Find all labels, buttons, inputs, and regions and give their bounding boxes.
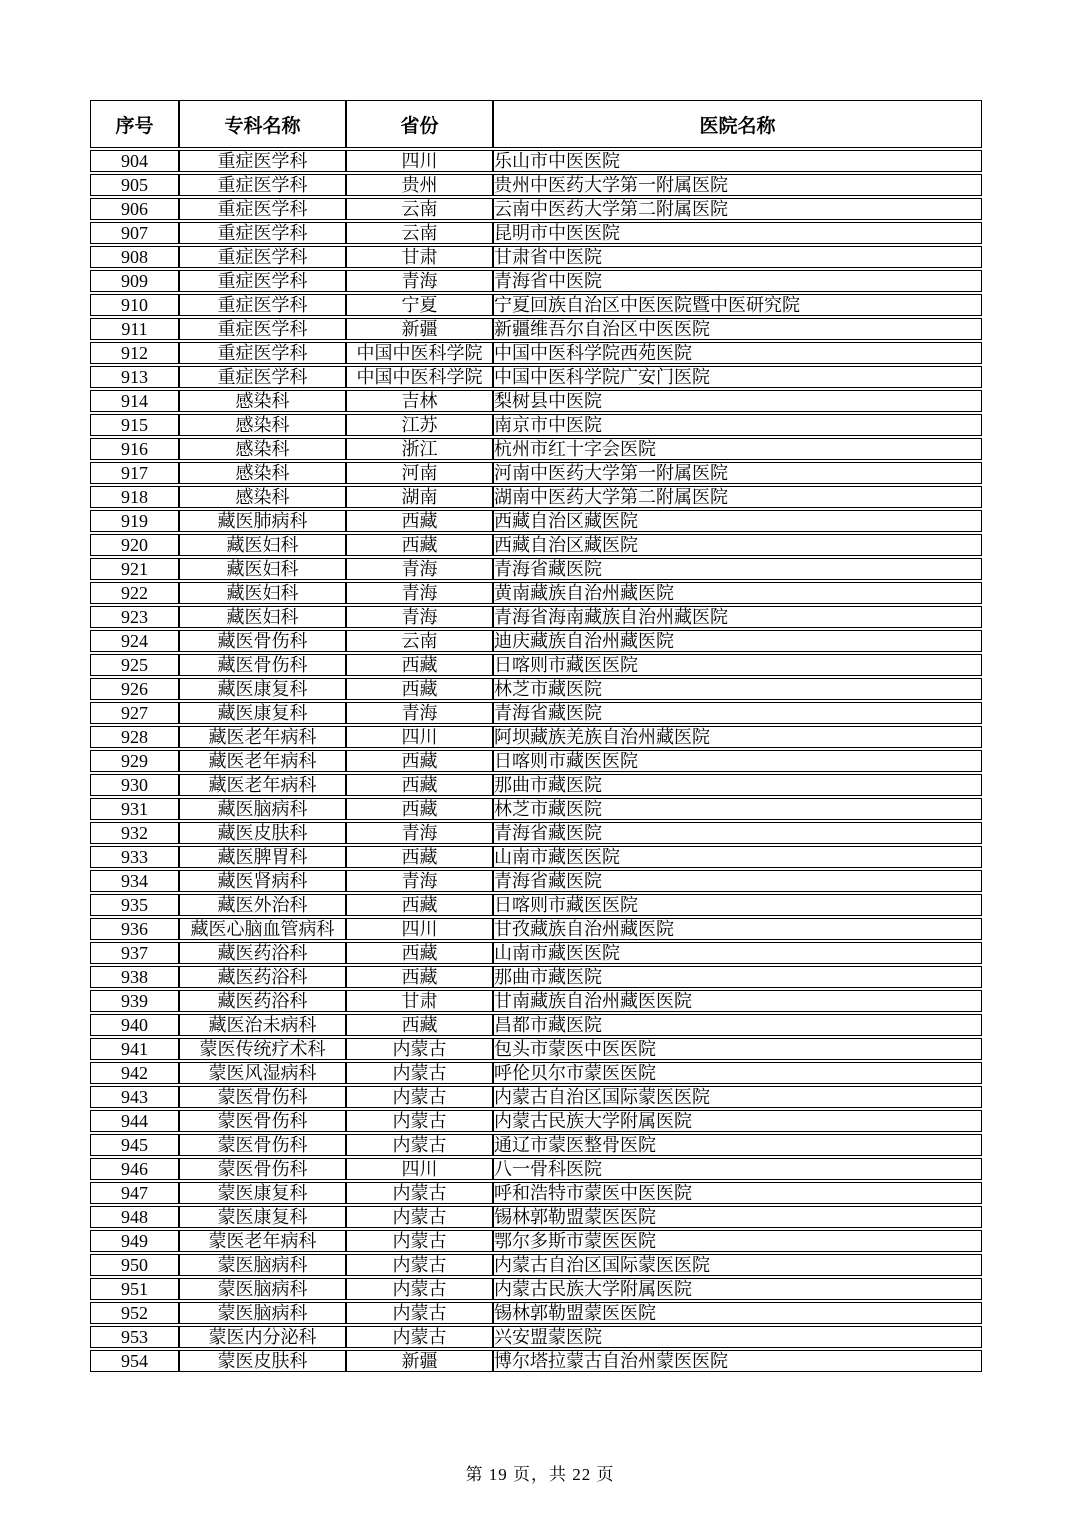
table-row (90, 1182, 982, 1204)
province-cell: 甘肃 (346, 246, 493, 268)
specialty-name-cell: 藏医脑病科 (179, 798, 346, 820)
specialty-name-cell: 藏医老年病科 (179, 750, 346, 772)
hospital-name-cell: 锡林郭勒盟蒙医医院 (493, 1302, 982, 1324)
hospital-name-cell: 中国中医科学院广安门医院 (493, 366, 982, 388)
serial-number-cell: 939 (90, 990, 179, 1012)
hospital-name-cell: 宁夏回族自治区中医医院暨中医研究院 (493, 294, 982, 316)
province-cell: 西藏 (346, 678, 493, 700)
serial-number-cell: 923 (90, 606, 179, 628)
hospital-name-cell: 日喀则市藏医医院 (493, 750, 982, 772)
serial-number-cell: 933 (90, 846, 179, 868)
specialty-name-cell: 重症医学科 (179, 342, 346, 364)
province-cell: 内蒙古 (346, 1038, 493, 1060)
serial-number-cell: 941 (90, 1038, 179, 1060)
serial-number-cell: 905 (90, 174, 179, 196)
serial-number-cell: 942 (90, 1062, 179, 1084)
table-row (90, 1230, 982, 1252)
hospital-name-cell: 通辽市蒙医整骨医院 (493, 1134, 982, 1156)
serial-number-cell: 916 (90, 438, 179, 460)
hospital-name-cell: 八一骨科医院 (493, 1158, 982, 1180)
specialty-name-cell: 蒙医脑病科 (179, 1254, 346, 1276)
province-cell: 内蒙古 (346, 1062, 493, 1084)
hospital-name-cell: 青海省藏医院 (493, 822, 982, 844)
serial-number-cell: 922 (90, 582, 179, 604)
specialty-name-cell: 蒙医骨伤科 (179, 1086, 346, 1108)
hospital-name-cell: 兴安盟蒙医院 (493, 1326, 982, 1348)
hospital-name-cell: 日喀则市藏医医院 (493, 894, 982, 916)
serial-number-cell: 937 (90, 942, 179, 964)
table-row (90, 534, 982, 556)
table-row (90, 270, 982, 292)
specialty-name-cell: 蒙医骨伤科 (179, 1110, 346, 1132)
hospital-name-cell: 呼伦贝尔市蒙医医院 (493, 1062, 982, 1084)
province-cell: 内蒙古 (346, 1278, 493, 1300)
serial-number-cell: 927 (90, 702, 179, 724)
province-cell: 青海 (346, 870, 493, 892)
serial-number-cell: 953 (90, 1326, 179, 1348)
serial-number-cell: 919 (90, 510, 179, 532)
province-cell: 四川 (346, 918, 493, 940)
specialty-name-cell: 蒙医内分泌科 (179, 1326, 346, 1348)
serial-number-cell: 946 (90, 1158, 179, 1180)
province-cell: 云南 (346, 198, 493, 220)
hospital-name-cell: 那曲市藏医院 (493, 774, 982, 796)
table-row (90, 462, 982, 484)
table-header-row (90, 100, 982, 148)
province-cell: 内蒙古 (346, 1182, 493, 1204)
serial-number-cell: 910 (90, 294, 179, 316)
serial-number-cell: 904 (90, 150, 179, 172)
table-row (90, 1014, 982, 1036)
province-cell: 西藏 (346, 750, 493, 772)
table-row (90, 894, 982, 916)
hospital-roster-table (90, 98, 982, 1374)
province-cell: 吉林 (346, 390, 493, 412)
specialty-name-cell: 重症医学科 (179, 318, 346, 340)
hospital-name-cell: 青海省中医院 (493, 270, 982, 292)
province-cell: 内蒙古 (346, 1134, 493, 1156)
hospital-name-cell: 新疆维吾尔自治区中医医院 (493, 318, 982, 340)
serial-number-cell: 935 (90, 894, 179, 916)
table-row (90, 510, 982, 532)
table-row (90, 558, 982, 580)
province-cell: 青海 (346, 582, 493, 604)
table-row (90, 870, 982, 892)
province-cell: 内蒙古 (346, 1254, 493, 1276)
table-row (90, 1158, 982, 1180)
serial-number-cell: 938 (90, 966, 179, 988)
table-row (90, 726, 982, 748)
column-header-specialty: 专科名称 (179, 100, 346, 148)
specialty-name-cell: 藏医药浴科 (179, 942, 346, 964)
hospital-name-cell: 青海省海南藏族自治州藏医院 (493, 606, 982, 628)
serial-number-cell: 950 (90, 1254, 179, 1276)
hospital-name-cell: 山南市藏医医院 (493, 846, 982, 868)
table-row (90, 174, 982, 196)
province-cell: 中国中医科学院 (346, 366, 493, 388)
specialty-name-cell: 藏医妇科 (179, 534, 346, 556)
specialty-name-cell: 藏医肾病科 (179, 870, 346, 892)
province-cell: 四川 (346, 726, 493, 748)
serial-number-cell: 934 (90, 870, 179, 892)
serial-number-cell: 915 (90, 414, 179, 436)
table-row (90, 1278, 982, 1300)
serial-number-cell: 914 (90, 390, 179, 412)
serial-number-cell: 929 (90, 750, 179, 772)
specialty-name-cell: 藏医治未病科 (179, 1014, 346, 1036)
table-row (90, 246, 982, 268)
specialty-name-cell: 重症医学科 (179, 246, 346, 268)
hospital-name-cell: 青海省藏医院 (493, 558, 982, 580)
table-row (90, 1302, 982, 1324)
specialty-name-cell: 感染科 (179, 462, 346, 484)
hospital-name-cell: 南京市中医院 (493, 414, 982, 436)
table-row (90, 606, 982, 628)
hospital-name-cell: 包头市蒙医中医医院 (493, 1038, 982, 1060)
table-row (90, 486, 982, 508)
serial-number-cell: 932 (90, 822, 179, 844)
serial-number-cell: 951 (90, 1278, 179, 1300)
hospital-name-cell: 内蒙古民族大学附属医院 (493, 1110, 982, 1132)
specialty-name-cell: 感染科 (179, 414, 346, 436)
specialty-name-cell: 蒙医老年病科 (179, 1230, 346, 1252)
serial-number-cell: 940 (90, 1014, 179, 1036)
specialty-name-cell: 重症医学科 (179, 198, 346, 220)
table-row (90, 846, 982, 868)
table-row (90, 198, 982, 220)
specialty-name-cell: 藏医老年病科 (179, 726, 346, 748)
specialty-name-cell: 藏医脾胃科 (179, 846, 346, 868)
table-row (90, 630, 982, 652)
specialty-name-cell: 蒙医脑病科 (179, 1302, 346, 1324)
table-row (90, 342, 982, 364)
table-row (90, 222, 982, 244)
table-row (90, 1206, 982, 1228)
province-cell: 宁夏 (346, 294, 493, 316)
province-cell: 西藏 (346, 774, 493, 796)
hospital-name-cell: 迪庆藏族自治州藏医院 (493, 630, 982, 652)
serial-number-cell: 949 (90, 1230, 179, 1252)
column-header-serial: 序号 (90, 100, 179, 148)
serial-number-cell: 906 (90, 198, 179, 220)
table-row (90, 1038, 982, 1060)
specialty-name-cell: 蒙医康复科 (179, 1206, 346, 1228)
province-cell: 西藏 (346, 942, 493, 964)
table-row (90, 318, 982, 340)
province-cell: 云南 (346, 222, 493, 244)
specialty-name-cell: 藏医肺病科 (179, 510, 346, 532)
serial-number-cell: 920 (90, 534, 179, 556)
table-row (90, 1062, 982, 1084)
province-cell: 青海 (346, 702, 493, 724)
serial-number-cell: 944 (90, 1110, 179, 1132)
specialty-name-cell: 蒙医康复科 (179, 1182, 346, 1204)
table-row (90, 990, 982, 1012)
specialty-name-cell: 藏医康复科 (179, 702, 346, 724)
page-footer: 第 19 页，共 22 页 (465, 1465, 615, 1484)
serial-number-cell: 917 (90, 462, 179, 484)
table-row (90, 1350, 982, 1372)
table-row (90, 366, 982, 388)
table-row (90, 1134, 982, 1156)
hospital-name-cell: 乐山市中医医院 (493, 150, 982, 172)
table-row (90, 774, 982, 796)
hospital-name-cell: 湖南中医药大学第二附属医院 (493, 486, 982, 508)
table-row (90, 294, 982, 316)
table-row (90, 1086, 982, 1108)
table-row (90, 414, 982, 436)
specialty-name-cell: 蒙医骨伤科 (179, 1134, 346, 1156)
province-cell: 云南 (346, 630, 493, 652)
hospital-name-cell: 山南市藏医医院 (493, 942, 982, 964)
table-row (90, 678, 982, 700)
serial-number-cell: 930 (90, 774, 179, 796)
specialty-name-cell: 重症医学科 (179, 174, 346, 196)
serial-number-cell: 945 (90, 1134, 179, 1156)
province-cell: 四川 (346, 150, 493, 172)
serial-number-cell: 918 (90, 486, 179, 508)
table-row (90, 390, 982, 412)
serial-number-cell: 921 (90, 558, 179, 580)
province-cell: 西藏 (346, 654, 493, 676)
table-row (90, 438, 982, 460)
specialty-name-cell: 蒙医传统疗术科 (179, 1038, 346, 1060)
province-cell: 西藏 (346, 510, 493, 532)
specialty-name-cell: 蒙医皮肤科 (179, 1350, 346, 1372)
hospital-name-cell: 河南中医药大学第一附属医院 (493, 462, 982, 484)
province-cell: 西藏 (346, 966, 493, 988)
specialty-name-cell: 蒙医风湿病科 (179, 1062, 346, 1084)
province-cell: 河南 (346, 462, 493, 484)
province-cell: 内蒙古 (346, 1230, 493, 1252)
hospital-name-cell: 内蒙古自治区国际蒙医医院 (493, 1086, 982, 1108)
table-row (90, 582, 982, 604)
specialty-name-cell: 重症医学科 (179, 270, 346, 292)
province-cell: 湖南 (346, 486, 493, 508)
specialty-name-cell: 藏医妇科 (179, 558, 346, 580)
hospital-name-cell: 昌都市藏医院 (493, 1014, 982, 1036)
serial-number-cell: 948 (90, 1206, 179, 1228)
hospital-name-cell: 甘肃省中医院 (493, 246, 982, 268)
serial-number-cell: 911 (90, 318, 179, 340)
hospital-name-cell: 昆明市中医医院 (493, 222, 982, 244)
serial-number-cell: 912 (90, 342, 179, 364)
hospital-name-cell: 甘孜藏族自治州藏医院 (493, 918, 982, 940)
hospital-name-cell: 锡林郭勒盟蒙医医院 (493, 1206, 982, 1228)
hospital-name-cell: 林芝市藏医院 (493, 678, 982, 700)
specialty-name-cell: 藏医妇科 (179, 606, 346, 628)
serial-number-cell: 928 (90, 726, 179, 748)
specialty-name-cell: 感染科 (179, 438, 346, 460)
specialty-name-cell: 蒙医脑病科 (179, 1278, 346, 1300)
specialty-name-cell: 藏医妇科 (179, 582, 346, 604)
specialty-name-cell: 藏医药浴科 (179, 966, 346, 988)
province-cell: 中国中医科学院 (346, 342, 493, 364)
specialty-name-cell: 重症医学科 (179, 150, 346, 172)
specialty-name-cell: 感染科 (179, 390, 346, 412)
serial-number-cell: 925 (90, 654, 179, 676)
column-header-province: 省份 (346, 100, 493, 148)
province-cell: 西藏 (346, 798, 493, 820)
table-row (90, 822, 982, 844)
hospital-name-cell: 林芝市藏医院 (493, 798, 982, 820)
serial-number-cell: 936 (90, 918, 179, 940)
province-cell: 浙江 (346, 438, 493, 460)
specialty-name-cell: 藏医康复科 (179, 678, 346, 700)
serial-number-cell: 926 (90, 678, 179, 700)
serial-number-cell: 924 (90, 630, 179, 652)
specialty-name-cell: 藏医皮肤科 (179, 822, 346, 844)
hospital-name-cell: 中国中医科学院西苑医院 (493, 342, 982, 364)
specialty-name-cell: 重症医学科 (179, 366, 346, 388)
specialty-name-cell: 藏医药浴科 (179, 990, 346, 1012)
province-cell: 江苏 (346, 414, 493, 436)
province-cell: 新疆 (346, 1350, 493, 1372)
hospital-name-cell: 黄南藏族自治州藏医院 (493, 582, 982, 604)
column-header-hospital: 医院名称 (493, 100, 982, 148)
province-cell: 青海 (346, 606, 493, 628)
hospital-name-cell: 青海省藏医院 (493, 702, 982, 724)
hospital-name-cell: 杭州市红十字会医院 (493, 438, 982, 460)
province-cell: 内蒙古 (346, 1302, 493, 1324)
hospital-name-cell: 云南中医药大学第二附属医院 (493, 198, 982, 220)
province-cell: 西藏 (346, 846, 493, 868)
hospital-name-cell: 青海省藏医院 (493, 870, 982, 892)
table-row (90, 1326, 982, 1348)
specialty-name-cell: 藏医外治科 (179, 894, 346, 916)
province-cell: 西藏 (346, 894, 493, 916)
table-row (90, 942, 982, 964)
specialty-name-cell: 藏医老年病科 (179, 774, 346, 796)
province-cell: 贵州 (346, 174, 493, 196)
hospital-name-cell: 那曲市藏医院 (493, 966, 982, 988)
province-cell: 四川 (346, 1158, 493, 1180)
hospital-name-cell: 鄂尔多斯市蒙医医院 (493, 1230, 982, 1252)
hospital-name-cell: 阿坝藏族羌族自治州藏医院 (493, 726, 982, 748)
serial-number-cell: 954 (90, 1350, 179, 1372)
hospital-name-cell: 西藏自治区藏医院 (493, 534, 982, 556)
serial-number-cell: 947 (90, 1182, 179, 1204)
province-cell: 西藏 (346, 534, 493, 556)
serial-number-cell: 908 (90, 246, 179, 268)
province-cell: 内蒙古 (346, 1326, 493, 1348)
specialty-name-cell: 重症医学科 (179, 294, 346, 316)
table-row (90, 750, 982, 772)
province-cell: 内蒙古 (346, 1110, 493, 1132)
hospital-name-cell: 梨树县中医院 (493, 390, 982, 412)
serial-number-cell: 943 (90, 1086, 179, 1108)
province-cell: 青海 (346, 822, 493, 844)
specialty-name-cell: 藏医骨伤科 (179, 654, 346, 676)
serial-number-cell: 907 (90, 222, 179, 244)
province-cell: 内蒙古 (346, 1086, 493, 1108)
hospital-name-cell: 博尔塔拉蒙古自治州蒙医医院 (493, 1350, 982, 1372)
hospital-name-cell: 贵州中医药大学第一附属医院 (493, 174, 982, 196)
specialty-name-cell: 重症医学科 (179, 222, 346, 244)
serial-number-cell: 913 (90, 366, 179, 388)
province-cell: 内蒙古 (346, 1206, 493, 1228)
table-row (90, 654, 982, 676)
table-row (90, 918, 982, 940)
hospital-name-cell: 呼和浩特市蒙医中医医院 (493, 1182, 982, 1204)
specialty-name-cell: 藏医骨伤科 (179, 630, 346, 652)
serial-number-cell: 952 (90, 1302, 179, 1324)
hospital-name-cell: 内蒙古民族大学附属医院 (493, 1278, 982, 1300)
serial-number-cell: 931 (90, 798, 179, 820)
table-row (90, 702, 982, 724)
specialty-name-cell: 感染科 (179, 486, 346, 508)
province-cell: 西藏 (346, 1014, 493, 1036)
hospital-name-cell: 西藏自治区藏医院 (493, 510, 982, 532)
table-body (90, 150, 982, 1372)
hospital-name-cell: 内蒙古自治区国际蒙医医院 (493, 1254, 982, 1276)
hospital-name-cell: 日喀则市藏医医院 (493, 654, 982, 676)
table-row (90, 1110, 982, 1132)
hospital-name-cell: 甘南藏族自治州藏医医院 (493, 990, 982, 1012)
province-cell: 青海 (346, 270, 493, 292)
table-row (90, 150, 982, 172)
province-cell: 青海 (346, 558, 493, 580)
serial-number-cell: 909 (90, 270, 179, 292)
specialty-name-cell: 藏医心脑血管病科 (179, 918, 346, 940)
table-row (90, 966, 982, 988)
province-cell: 甘肃 (346, 990, 493, 1012)
table-row (90, 1254, 982, 1276)
table-row (90, 798, 982, 820)
province-cell: 新疆 (346, 318, 493, 340)
specialty-name-cell: 蒙医骨伤科 (179, 1158, 346, 1180)
